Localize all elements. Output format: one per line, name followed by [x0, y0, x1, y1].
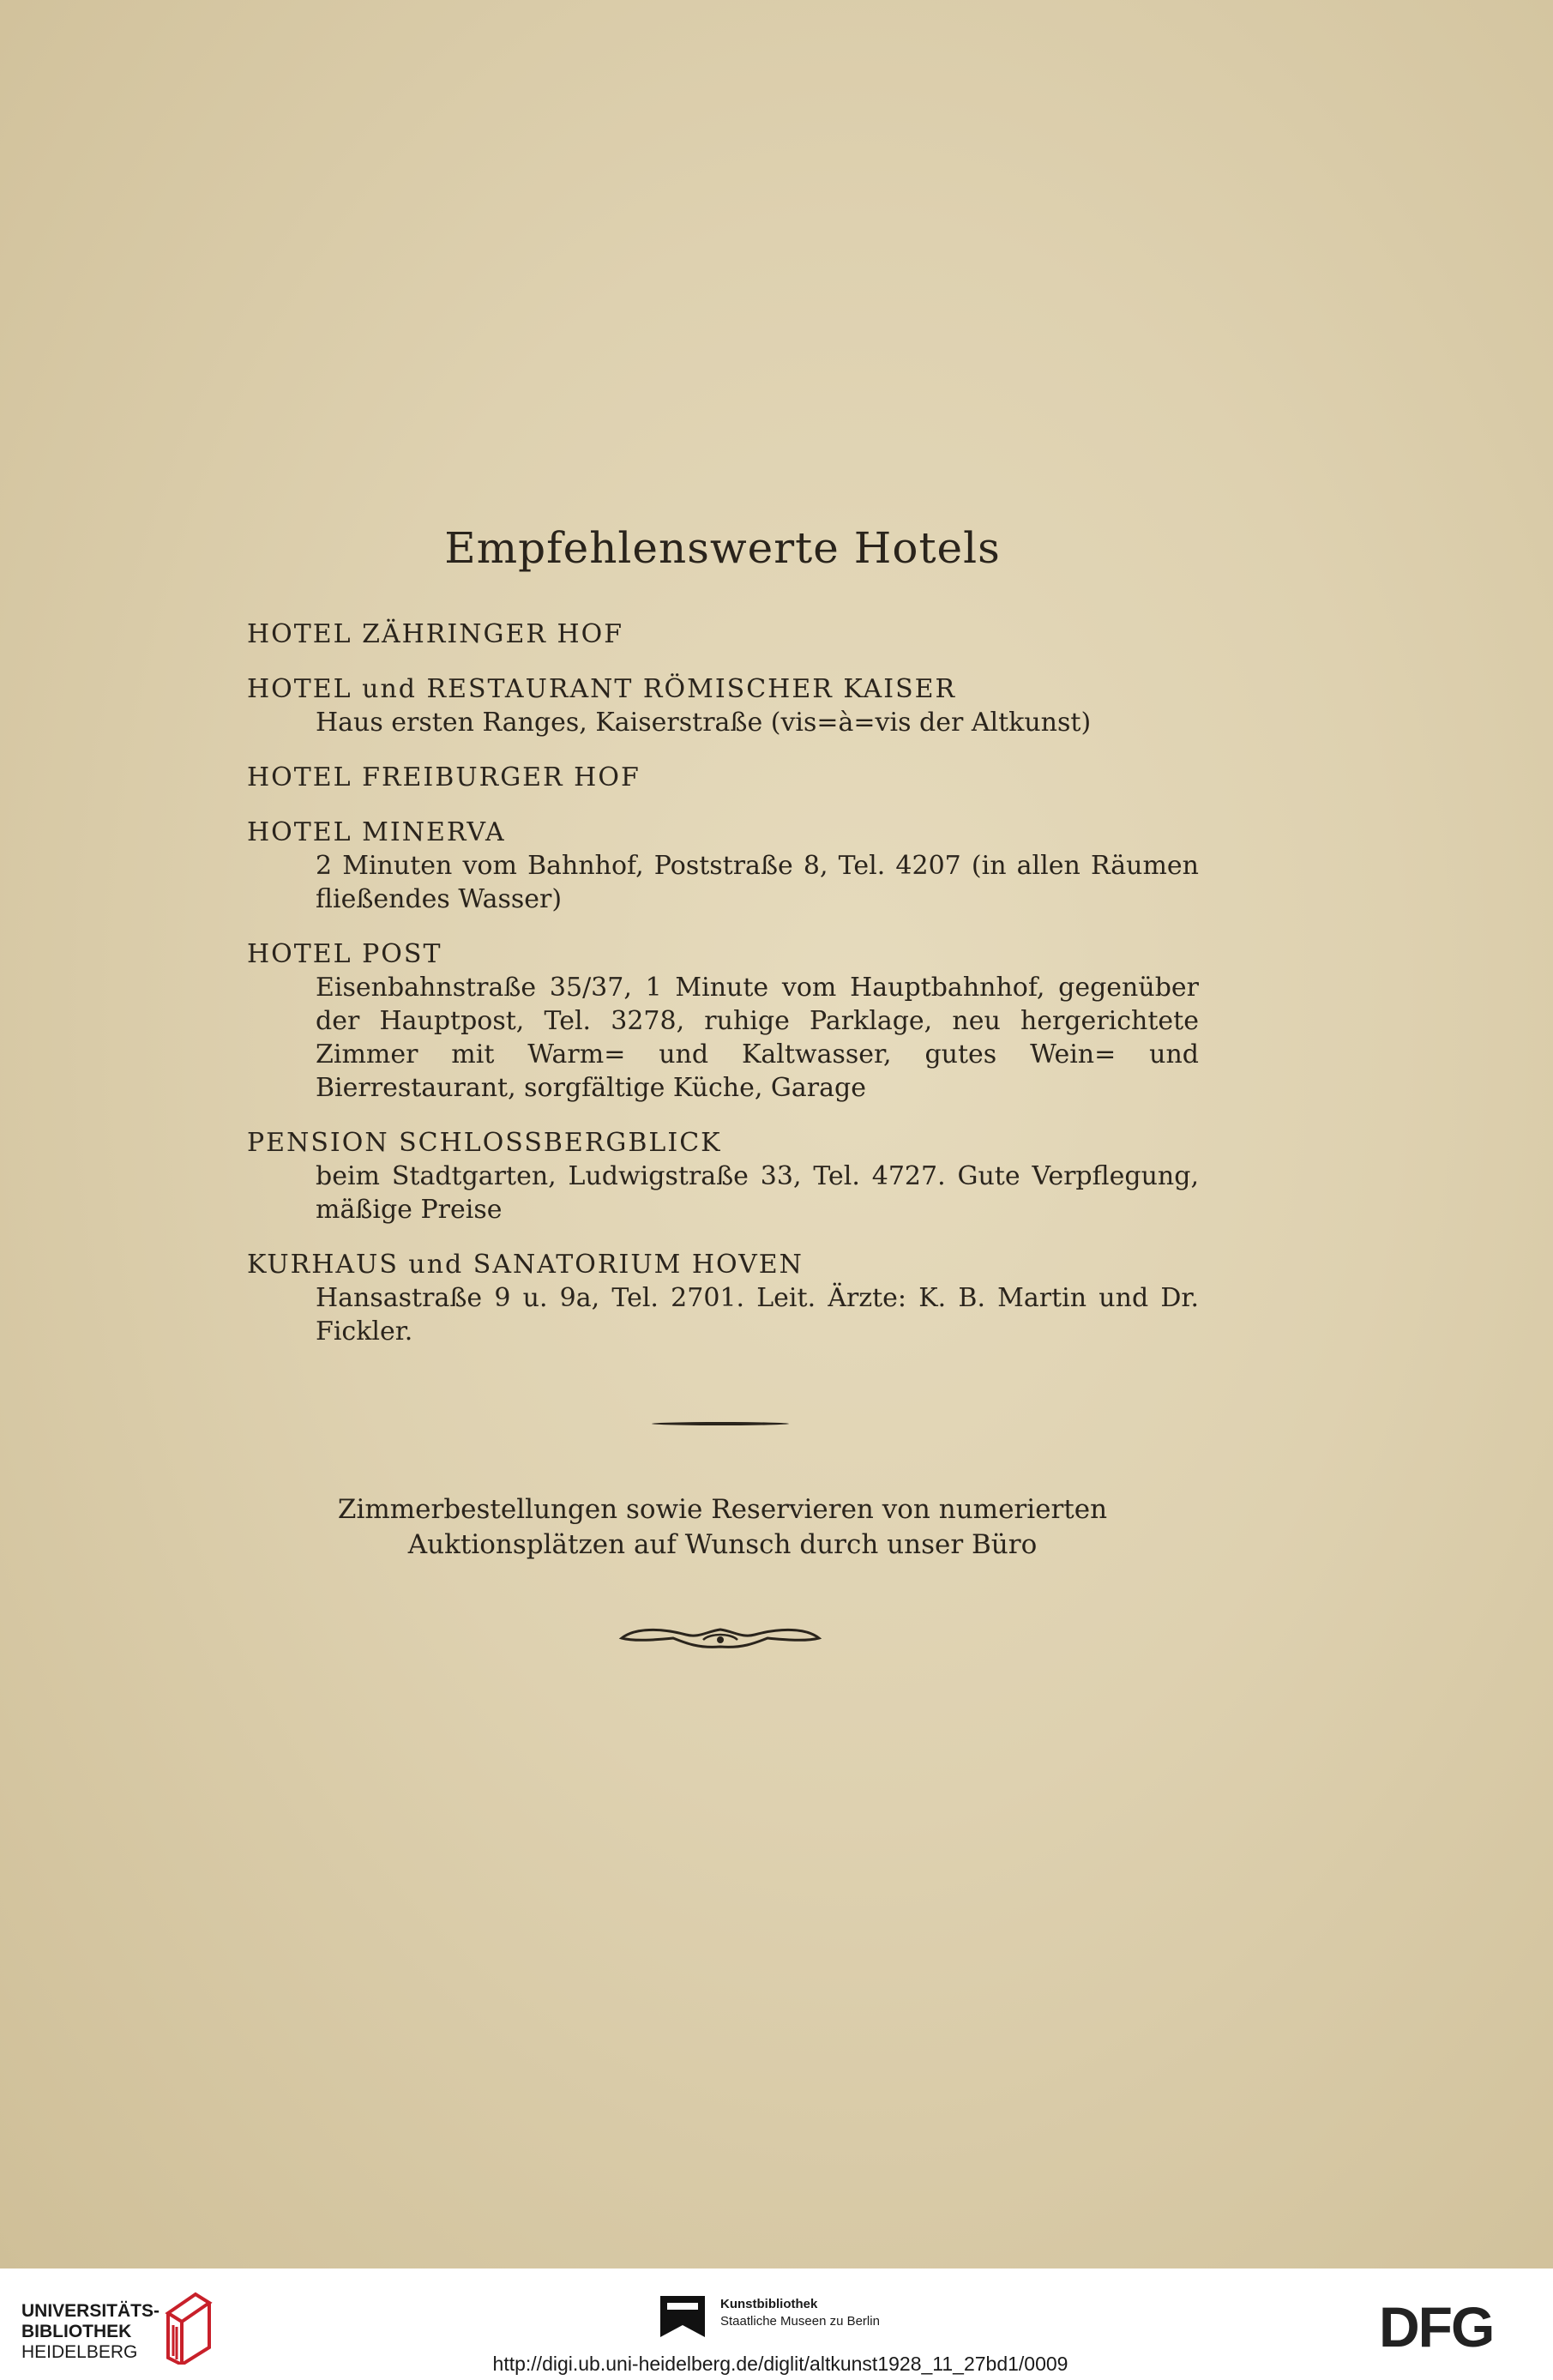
hotel-name: HOTEL POST: [247, 939, 442, 969]
hotel-description: Haus ersten Ranges, Kaiserstraße (vis=à=vis der Altkunst): [316, 708, 1092, 738]
hotel-entry: [247, 816, 1199, 916]
hotel-list: [247, 618, 1199, 1370]
kb-line: Staatliche Museen zu Berlin: [720, 2314, 880, 2329]
footer-bar: [0, 2269, 1553, 2380]
hotel-description: Eisenbahnstraße 35/37, 1 Minute vom Hauptbahnhof, gegenüber der Hauptpost, Tel. 3278, ruhige Parklage, neu hergerichtete Zimmer mit Warm= und Kaltwasser, gutes Wein= und Bierrestaurant, sorgfältige Küche, Garage: [316, 973, 1199, 1103]
hotel-entry: [247, 761, 1199, 794]
source-url[interactable]: http://digi.ub.uni-heidelberg.de/diglit/altkunst1928_11_27bd1/0009: [492, 2353, 1068, 2375]
hotel-name: HOTEL und RESTAURANT RÖMISCHER KAISER: [247, 674, 957, 704]
ub-logo-line: BIBLIOTHEK: [21, 2322, 132, 2341]
hotel-entry: [247, 937, 1199, 1105]
hotel-name: HOTEL FREIBURGER HOF: [247, 762, 641, 792]
hotel-entry: [247, 1248, 1199, 1348]
hotel-entry: [247, 672, 1199, 739]
divider-rule: [652, 1422, 789, 1425]
booking-note: [0, 1492, 1445, 1563]
ub-logo-line: HEIDELBERG: [21, 2342, 138, 2362]
hotel-description: 2 Minuten vom Bahnhof, Poststraße 8, Tel. 4207 (in allen Räumen fließendes Wasser): [316, 851, 1199, 914]
dfg-logo[interactable]: DFG: [1379, 2295, 1494, 2359]
hotel-name: KURHAUS und SANATORIUM HOVEN: [247, 1250, 804, 1280]
eagle-icon: [660, 2296, 705, 2337]
booking-note-line: Zimmerbestellungen sowie Reservieren von numerierten: [337, 1494, 1108, 1525]
hotel-description: Hansastraße 9 u. 9a, Tel. 2701. Leit. Ärzte: K. B. Martin und Dr. Fickler.: [316, 1283, 1199, 1347]
kb-line: Kunstbibliothek: [720, 2297, 818, 2311]
hotel-name: PENSION SCHLOSSBERGBLICK: [247, 1128, 722, 1158]
page-title: Empfehlenswerte Hotels: [444, 523, 1001, 573]
kunstbibliothek-logo[interactable]: [660, 2289, 918, 2341]
booking-note-line: Auktionsplätzen auf Wunsch durch unser Büro: [407, 1529, 1038, 1560]
hotel-entry: [247, 618, 1199, 651]
hotel-description: beim Stadtgarten, Ludwigstraße 33, Tel. 4727. Gute Verpflegung, mäßige Preise: [316, 1161, 1199, 1225]
ub-logo-line: UNIVERSITÄTS-: [21, 2301, 160, 2321]
ornament-flourish: [617, 1621, 823, 1655]
ub-book-icon: [161, 2287, 214, 2365]
hotel-entry: [247, 1126, 1199, 1226]
hotel-name: HOTEL ZÄHRINGER HOF: [247, 619, 624, 649]
hotel-name: HOTEL MINERVA: [247, 817, 506, 847]
kb-text: [720, 2296, 880, 2330]
